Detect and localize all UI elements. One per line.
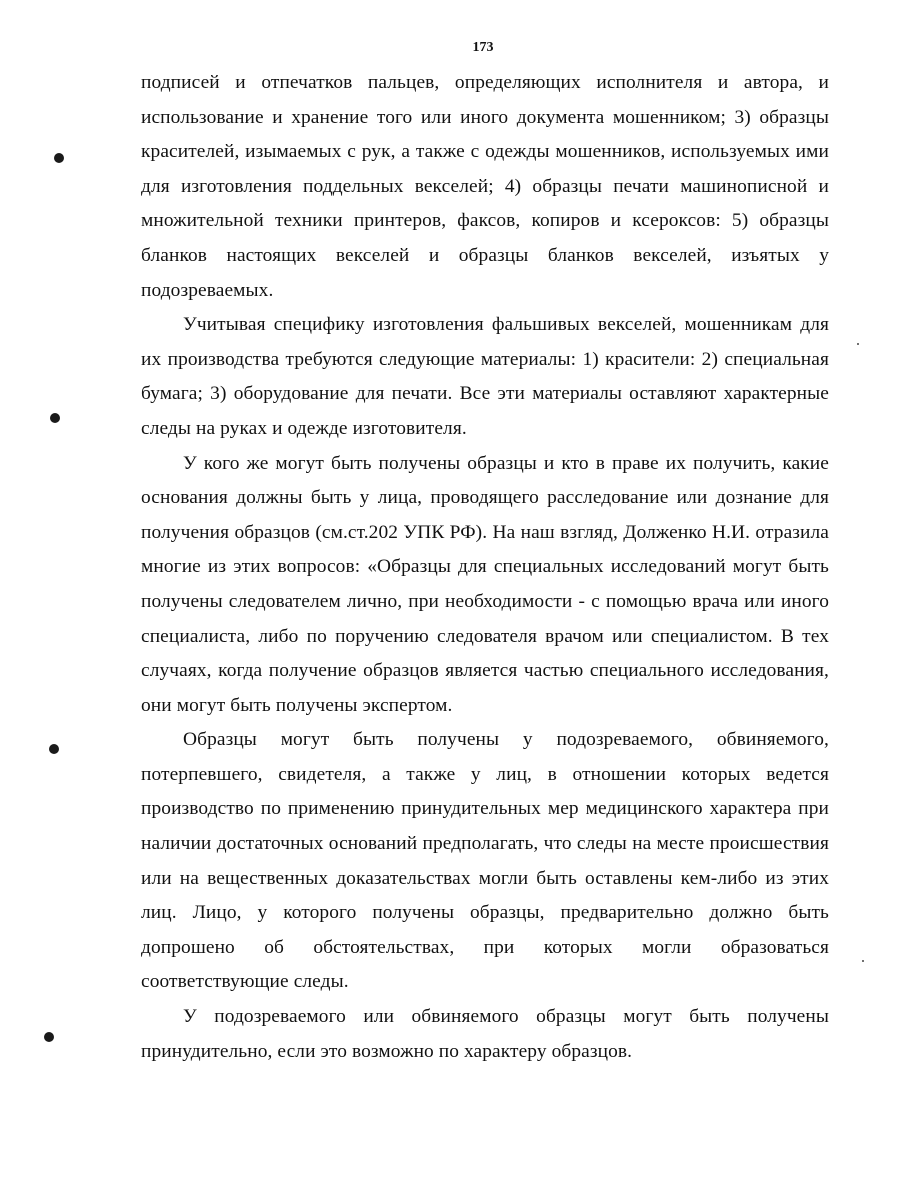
paragraph-3: У кого же могут быть получены образцы и кто в праве их получить, какие основания должны быть у лица, проводящего расследование или дознание для получения образцов (см.ст.202 УПК РФ). На наш взгляд, Долженко Н.И. отразила многие из этих вопросов: «Образцы для специальных исследований могут быть получены следователем лично, при необходимости - с помощью врача или иного специалиста, либо по поручению следователя врачом или специалистом. В тех случаях, когда получение образцов является частью специального исследования, они могут быть получены экспертом. (141, 452, 829, 716)
binder-hole-3 (49, 744, 59, 754)
binder-hole-1 (54, 153, 64, 163)
paragraph-4: Образцы могут быть получены у подозреваемого, обвиняемого, потерпевшего, свидетеля, а также у лиц, в отношении которых ведется производство по применению принудительных мер медицинского характера при наличии достаточных оснований предполагать, что следы на месте происшествия или на вещественных доказательствах могли быть оставлены кем-либо из этих лиц. Лицо, у которого получены образцы, предварительно должно быть допрошено об обстоятельствах, при которых могли образоваться соответствующие следы. (141, 729, 829, 993)
paragraph-1: подписей и отпечатков пальцев, определяющих исполнителя и автора, и использование и хранение того или иного документа мошенником; 3) образцы красителей, изымаемых с рук, а также с одежды мошенников, используемых ими для изготовления поддельных векселей; 4) образцы печати машинописной и множительной техники принтеров, факсов, копиров и ксероксов: 5) образцы бланков настоящих векселей и образцы бланков векселей, изъятых у подозреваемых. (141, 72, 829, 301)
scan-speck (862, 960, 864, 962)
page-number: 173 (472, 40, 494, 55)
scan-speck (857, 343, 859, 345)
paragraph-5: У подозреваемого или обвиняемого образцы могут быть получены принудительно, если это возможно по характеру образцов. (141, 1006, 829, 1062)
paragraph-2: Учитывая специфику изготовления фальшивых векселей, мошенникам для их производства требуются следующие материалы: 1) красители: 2) специальная бумага; 3) оборудование для печати. Все эти материалы оставляют характерные следы на руках и одежде изготовителя. (141, 314, 829, 439)
binder-hole-2 (50, 413, 60, 423)
binder-hole-4 (44, 1032, 54, 1042)
body-text (141, 66, 829, 1069)
